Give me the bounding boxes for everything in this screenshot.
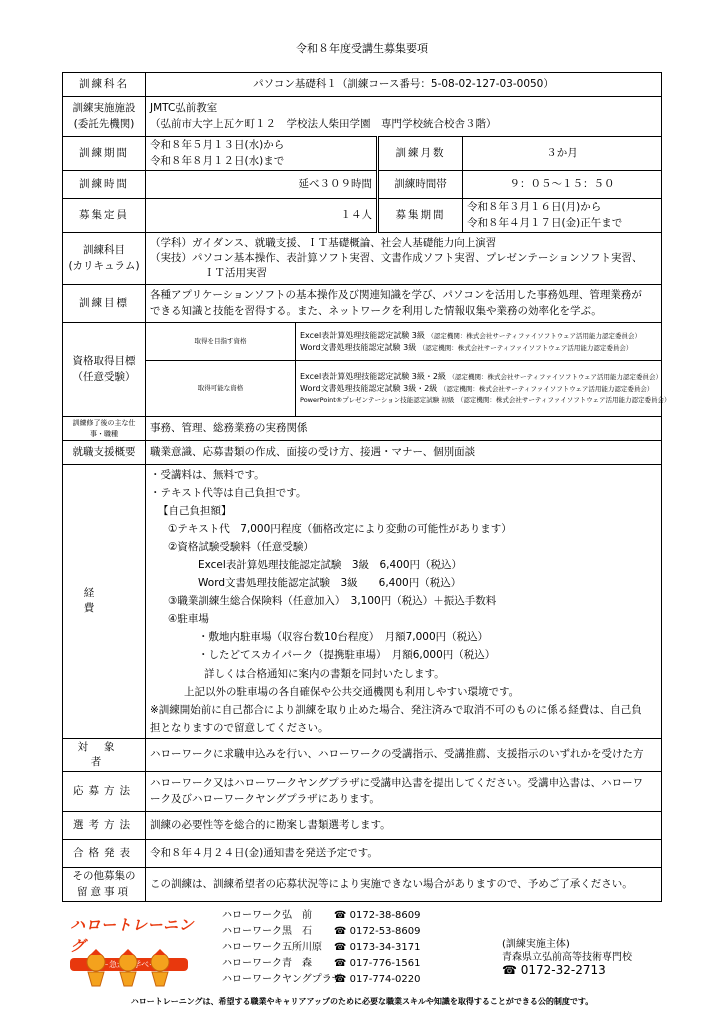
row-result: [63, 840, 662, 868]
hours-value: 延べ３０９時間: [146, 171, 378, 199]
row-facility: [63, 97, 662, 137]
course-name-value: パソコン基礎科１（訓練コース番号：5-08-02-127-03-0050）: [146, 73, 662, 97]
hours-label: 訓練時間: [63, 171, 146, 199]
months-label: 訓練月数: [378, 137, 463, 171]
requirements-table: [62, 72, 671, 902]
qual-target-list: [296, 323, 662, 361]
goal-value: 各種アプリケーションソフトの基本操作及び関連知識を学び、パソコンを活用した事務処理、管理業務が できる知識と技能を習得する。また、ネットワークを利用した情報収集や業務の効率化を学ぶ。: [146, 285, 662, 323]
row-apply: [63, 772, 662, 812]
capacity-label: 募集定員: [63, 199, 146, 233]
row-expenses: [63, 465, 662, 739]
office-row: ハローワークヤングプラザ☎ 017-774-0220: [222, 974, 421, 985]
selection-value: 訓練の必要性等を総合的に勘案し書類選考します。: [146, 812, 662, 840]
facility-address: （弘前市大字上瓦ケ町１２ 学校法人柴田学園 専門学校統合校舎３階）: [150, 117, 497, 130]
subjects-value: [146, 233, 662, 285]
qual-target-item: Word文書処理技能認定試験 3級 （認定機関：株式会社サーティファイソフトウェア活用能力認定委員会）: [300, 342, 633, 352]
footer-note: ハロートレーニングは、希望する職業やキャリアアップのために必要な職業スキルや知識を取得することができる公的制度です。: [130, 997, 594, 1006]
row-course-name: [63, 73, 662, 97]
slot-value: ９：０５～１５：５０: [463, 171, 662, 199]
row-notes: [63, 868, 662, 902]
recruit-from: 令和８年３月１６日(月)から: [467, 201, 602, 214]
support-label: 就職支援概要: [63, 441, 146, 465]
qual-target-label: 取得を目指す資格: [146, 323, 296, 361]
apply-label: 応募方法: [63, 772, 146, 812]
capacity-value: １４人: [146, 199, 378, 233]
qual-possible-item: PowerPoint®プレゼンテーション技能認定試験 初級 （認定機関：株式会社サーティファイソフトウェア活用能力認定委員会）: [300, 396, 671, 405]
subjects-line1: （学科）ガイダンス、就職支援、ＩＴ基礎概論、社会人基礎能力向上演習: [150, 236, 497, 249]
qual-possible-item: Excel表計算処理技能認定試験 3級・2級 （認定機関：株式会社サーティファイソフトウェア活用能力認定委員会）: [300, 372, 663, 382]
organizer: (訓練実施主体) 青森県立弘前高等技術専門校 ☎ 0172-32-2713: [502, 939, 632, 977]
result-label: 合格発表: [63, 840, 146, 868]
course-name-label: 訓練科名: [63, 73, 146, 97]
period-value: [146, 137, 378, 171]
qual-possible-list: [296, 361, 671, 417]
row-period: [63, 137, 662, 171]
period-from: 令和８年５月１３日(水)から: [150, 139, 285, 152]
subjects-line3: ＩＴ活用実習: [204, 267, 267, 280]
qual-possible-label: 取得可能な資格: [146, 361, 296, 417]
row-hours: [63, 171, 662, 199]
period-to: 令和８年８月１２日(水)まで: [150, 154, 285, 167]
recruit-period-label: 募集期間: [378, 199, 463, 233]
recruit-to: 令和８年４月１７日(金)正午まで: [467, 216, 623, 229]
recruit-period-value: [463, 199, 662, 233]
jobs-value: 事務、管理、総務業務の実務関係: [146, 417, 662, 441]
row-qual-target: [63, 323, 662, 361]
facility-label: 訓練実施施設 (委託先機関): [63, 97, 146, 137]
row-subjects: [63, 233, 662, 285]
qualifications-label: 資格取得目標 （任意受験）: [63, 323, 146, 417]
jobs-label: 訓練修了後の主な仕事・職種: [63, 417, 146, 441]
notes-label: その他募集の 留意事項: [63, 868, 146, 902]
row-jobs: [63, 417, 662, 441]
expenses-value: ・受講料は、無料です。 ・テキスト代等は自己負担です。 【自己負担額】 ①テキスト代 7,000円程度（価格改定により変動の可能性があります） ②資格試験受験料（任意受験） Excel表計算処理技能認定試験 3級 6,400円（税込） Word文書処理技能認定試験 3級 6,400円（税込） ③職業訓練生総合保険料（任意加入） 3,100円（税込）＋振込手数料 ④駐車場 ・敷地内駐車場（収容台数10台程度） 月額7,000円（税込） ・したどてスカイパーク（提携駐車場） 月額6,000円（税込） 詳しくは合格通知に案内の書類を同封いたします。 上記以外の駐車場の各自確保や公共交通機関も利用しやすい環境です。 ※訓練開始前に自己都合により訓練を取り止めた場合、発注済みで取消不可のものに係る経費は、自己負 担となりますので留意してください。: [146, 465, 662, 739]
row-goal: [63, 285, 662, 323]
hello-training-logo: ハロートレーニング: [70, 914, 198, 971]
row-support: [63, 441, 662, 465]
office-row: ハローワーク黒 石 ☎ 0172-53-8609: [222, 926, 421, 937]
hellowork-offices: [222, 908, 420, 988]
apply-value: ハローワーク又はハローワークヤングプラザに受講申込書を提出してください。受講申込書は、ハローワ ーク及びハローワークヤングプラザにあります。: [146, 772, 662, 812]
goal-label: 訓練目標: [63, 285, 146, 323]
footer: [62, 908, 662, 1010]
facility-name: JMTC弘前教室: [150, 102, 218, 115]
qual-possible-item: Word文書処理技能認定試験 3級・2級 （認定機関：株式会社サーティファイソフトウェア活用能力認定委員会）: [300, 383, 654, 393]
result-value: 令和８年４月２４日(金)通知書を発送予定です。: [146, 840, 662, 868]
office-row: ハローワーク弘 前 ☎ 0172-38-8609: [222, 910, 421, 921]
target-label: 対象者: [63, 738, 146, 771]
office-row: ハローワーク青 森 ☎ 017-776-1561: [222, 958, 421, 969]
page-title: 令和８年度受講生募集要項: [296, 42, 428, 55]
row-qual-possible: [63, 361, 662, 417]
expenses-label: 経費: [63, 465, 146, 739]
office-row: ハローワーク五所川原 ☎ 0173-34-3171: [222, 942, 421, 953]
support-value: 職業意識、応募書類の作成、面接の受け方、接遇・マナー、個別面談: [146, 441, 662, 465]
notes-value: この訓練は、訓練希望者の応募状況等により実施できない場合がありますので、予めご了承ください。: [146, 868, 662, 902]
row-target: [63, 738, 662, 771]
subjects-line2: （実技）パソコン基本操作、表計算ソフト実習、文書作成ソフト実習、プレゼンテーションソフト実習、: [150, 251, 643, 264]
period-label: 訓練期間: [63, 137, 146, 171]
months-value: ３か月: [463, 137, 662, 171]
subjects-label: 訓練科目 (カリキュラム): [63, 233, 146, 285]
row-selection: [63, 812, 662, 840]
row-capacity: [63, 199, 662, 233]
selection-label: 選考方法: [63, 812, 146, 840]
slot-label: 訓練時間帯: [378, 171, 463, 199]
facility-value: [146, 97, 662, 137]
target-value: ハローワークに求職申込みを行い、ハローワークの受講指示、受講推薦、支援指示のいずれかを受けた方: [146, 738, 662, 771]
qual-target-item: Excel表計算処理技能認定試験 3級 （認定機関：株式会社サーティファイソフトウェア活用能力認定委員会）: [300, 330, 641, 340]
mascot-icon: [80, 948, 180, 988]
